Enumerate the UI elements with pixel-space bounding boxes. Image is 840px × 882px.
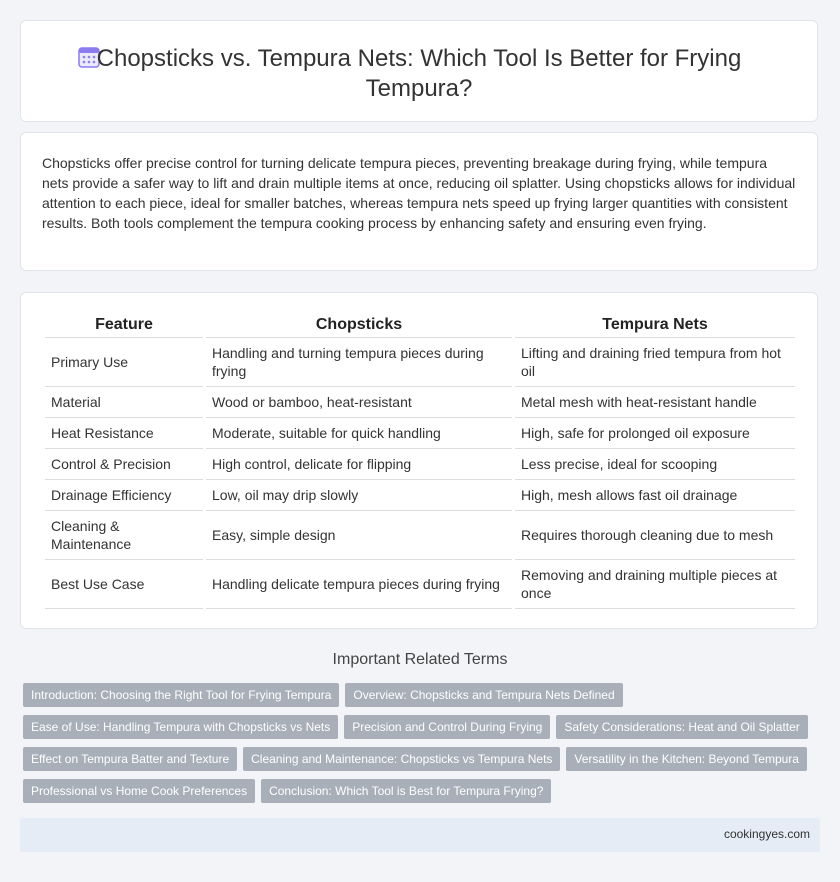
related-terms-heading: Important Related Terms [332, 651, 508, 668]
related-term-tag[interactable]: Versatility in the Kitchen: Beyond Tempura [566, 747, 807, 771]
table-row [45, 338, 795, 387]
related-term-tag[interactable]: Conclusion: Which Tool is Best for Tempura Frying? [261, 779, 551, 803]
intro-paragraph: Chopsticks offer precise control for turning delicate tempura pieces, preventing breakage during frying, while tempura nets provide a safer way to lift and drain multiple items at once, reducing oil splatter. Using chopsticks allows for individual attention to each piece, ideal for smaller batches, whereas tempura nets speed up frying larger quantities with consistent results. Both tools complement the tempura cooking process by enhancing safety and ensuring even frying. [42, 155, 796, 231]
table-cell: Wood or bamboo, heat-resistant [206, 387, 512, 418]
table-cell: Low, oil may drip slowly [206, 480, 512, 511]
table-cell: Removing and draining multiple pieces at once [515, 560, 795, 609]
table-cell: Control & Precision [45, 449, 203, 480]
table-cell: Handling delicate tempura pieces during frying [206, 560, 512, 609]
table-cell: High, mesh allows fast oil drainage [515, 480, 795, 511]
related-term-tag[interactable]: Precision and Control During Frying [344, 715, 550, 739]
related-term-tag[interactable]: Cleaning and Maintenance: Chopsticks vs Tempura Nets [243, 747, 560, 771]
table-cell: High, safe for prolonged oil exposure [515, 418, 795, 449]
related-term-tag[interactable]: Introduction: Choosing the Right Tool for Frying Tempura [23, 683, 339, 707]
table-cell: Handling and turning tempura pieces during frying [206, 338, 512, 387]
table-cell: Material [45, 387, 203, 418]
table-cell: Moderate, suitable for quick handling [206, 418, 512, 449]
title-card [20, 20, 818, 122]
table-cell: Lifting and draining fried tempura from hot oil [515, 338, 795, 387]
header-feature: Feature [45, 316, 203, 338]
table-cell: Best Use Case [45, 560, 203, 609]
table-cell: Easy, simple design [206, 511, 512, 560]
related-term-tag[interactable]: Ease of Use: Handling Tempura with Chopsticks vs Nets [23, 715, 338, 739]
intro-card [20, 132, 818, 271]
table-cell: Heat Resistance [45, 418, 203, 449]
comparison-card [20, 292, 818, 629]
related-terms-list [23, 683, 823, 811]
table-cell: Primary Use [45, 338, 203, 387]
table-row [45, 511, 795, 560]
table-row [45, 449, 795, 480]
table-row [45, 560, 795, 609]
table-cell: Requires thorough cleaning due to mesh [515, 511, 795, 560]
table-row [45, 387, 795, 418]
related-term-tag[interactable]: Professional vs Home Cook Preferences [23, 779, 255, 803]
table-header-row [45, 316, 795, 338]
table-cell: High control, delicate for flipping [206, 449, 512, 480]
page-title: Chopsticks vs. Tempura Nets: Which Tool Is Better for Frying Tempura? [96, 45, 742, 102]
table-row [45, 418, 795, 449]
comparison-table [42, 316, 798, 609]
related-term-tag[interactable]: Effect on Tempura Batter and Texture [23, 747, 237, 771]
table-cell: Metal mesh with heat-resistant handle [515, 387, 795, 418]
header-tempura-nets: Tempura Nets [515, 316, 795, 338]
header-chopsticks: Chopsticks [206, 316, 512, 338]
related-term-tag[interactable]: Safety Considerations: Heat and Oil Splatter [556, 715, 807, 739]
table-cell: Less precise, ideal for scooping [515, 449, 795, 480]
table-cell: Drainage Efficiency [45, 480, 203, 511]
footer [20, 818, 820, 852]
footer-site-name[interactable]: cookingyes.com [723, 827, 810, 841]
table-row [45, 480, 795, 511]
table-cell: Cleaning & Maintenance [45, 511, 203, 560]
related-term-tag[interactable]: Overview: Chopsticks and Tempura Nets Defined [345, 683, 622, 707]
